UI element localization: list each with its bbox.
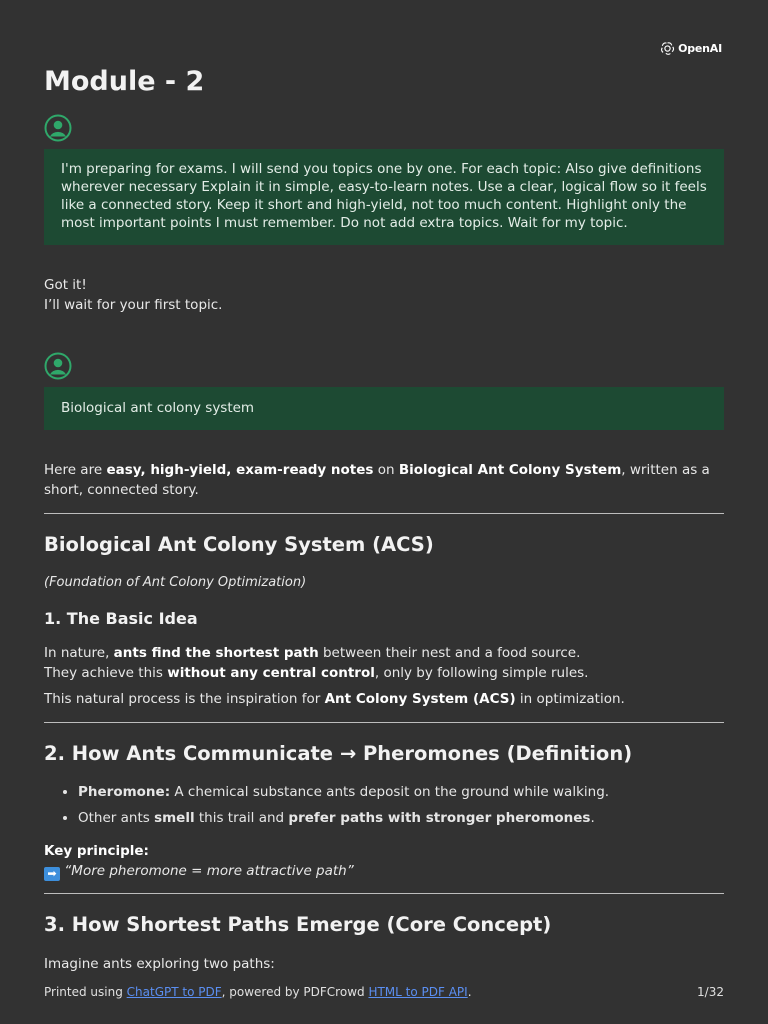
- reply-line: Got it!: [44, 277, 87, 293]
- bold-text: ants find the shortest path: [113, 645, 319, 661]
- intro-text: , written as a short, connected story.: [44, 462, 710, 498]
- intro-text: on: [373, 462, 399, 478]
- section1-paragraph: [44, 689, 724, 709]
- section1-heading: 1. The Basic Idea: [44, 609, 198, 628]
- reply-line: I’ll wait for your first topic.: [44, 297, 223, 313]
- text: , only by following simple rules.: [374, 665, 589, 681]
- intro-text: Here are: [44, 462, 107, 478]
- openai-brand: [660, 41, 722, 56]
- footer-text: Printed using: [44, 985, 127, 999]
- text: Other ants: [78, 810, 155, 826]
- page-title: Module - 2: [44, 66, 205, 97]
- footer-text: .: [467, 985, 472, 999]
- text: between their nest and a food source.: [318, 645, 581, 661]
- page-number: 1/32: [697, 985, 724, 999]
- footer-text: , powered by PDFCrowd: [221, 985, 369, 999]
- user-message-bubble: [44, 387, 724, 430]
- user-avatar-icon: [44, 114, 72, 142]
- section3-heading: 3. How Shortest Paths Emerge (Core Concept): [44, 913, 552, 936]
- openai-logo-icon: [660, 41, 675, 56]
- intro-paragraph: [44, 460, 724, 500]
- bold-text: Pheromone:: [78, 784, 171, 800]
- chatgpt-to-pdf-link[interactable]: ChatGPT to PDF: [126, 985, 222, 999]
- section3-paragraph: Imagine ants exploring two paths:: [44, 956, 275, 972]
- list-item: [78, 783, 724, 801]
- bold-text: Ant Colony System (ACS): [324, 691, 516, 707]
- divider: [44, 513, 724, 514]
- user-avatar-icon: [44, 352, 72, 380]
- text: A chemical substance ants deposit on the ground while walking.: [170, 784, 610, 800]
- user-message-bubble: [44, 149, 724, 245]
- page-footer: [44, 985, 724, 999]
- divider: [44, 722, 724, 723]
- text: this trail and: [194, 810, 289, 826]
- divider: [44, 893, 724, 894]
- html-to-pdf-api-link[interactable]: HTML to PDF API: [368, 985, 468, 999]
- text: They achieve this: [44, 665, 168, 681]
- acs-heading: Biological Ant Colony System (ACS): [44, 533, 434, 556]
- section1-paragraph: [44, 643, 724, 683]
- bold-text: without any central control: [167, 665, 375, 681]
- text: In nature,: [44, 645, 114, 661]
- text: .: [590, 810, 595, 826]
- key-principle-label: Key principle:: [44, 843, 149, 859]
- section2-bullet-list: [44, 783, 724, 835]
- list-item: [78, 809, 724, 827]
- brand-name: OpenAI: [678, 42, 722, 55]
- assistant-reply: [44, 275, 724, 315]
- key-principle: [44, 841, 724, 881]
- section2-heading: 2. How Ants Communicate → Pheromones (Definition): [44, 742, 633, 765]
- key-principle-quote: “More pheromone = more attractive path”: [64, 863, 354, 879]
- bold-text: smell: [154, 810, 195, 826]
- bold-text: prefer paths with stronger pheromones: [288, 810, 591, 826]
- user-message-text: Biological ant colony system: [61, 400, 255, 416]
- user-message-text: I'm preparing for exams. I will send you topics one by one. For each topic: Also give definitions wherever necessary Explain it in simple, easy-to-learn notes. Use a clear, logical flow so it feels like a connected story. Keep it short and high-yield, not too much content. Highlight only the most important points I must remember. Do not add extra topics. Wait for my topic.: [61, 161, 707, 231]
- acs-subtitle: (Foundation of Ant Colony Optimization): [44, 575, 307, 590]
- text: This natural process is the inspiration for: [44, 691, 325, 707]
- right-arrow-icon: ➡: [44, 867, 60, 881]
- text: in optimization.: [515, 691, 625, 707]
- intro-bold: Biological Ant Colony System: [398, 462, 622, 478]
- intro-bold: easy, high-yield, exam-ready notes: [106, 462, 374, 478]
